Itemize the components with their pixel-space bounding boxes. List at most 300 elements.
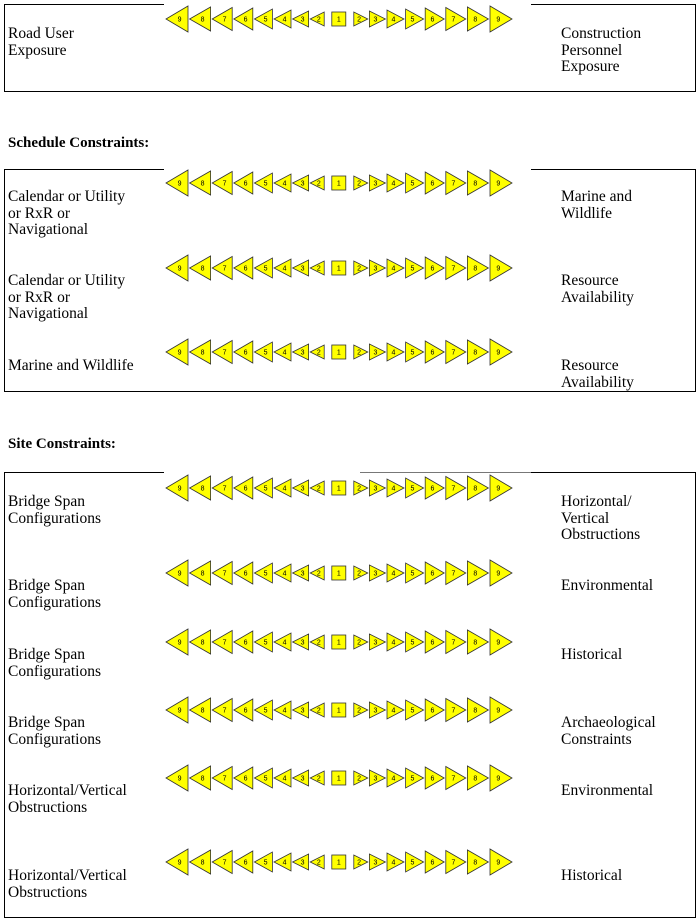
scale-option-left-8[interactable]	[190, 256, 211, 280]
right-arrow-icon	[406, 852, 424, 872]
scale-option-right-9[interactable]	[490, 765, 512, 791]
scale-option-right-6[interactable]	[425, 8, 444, 30]
scale-option-right-6[interactable]	[425, 699, 444, 721]
right-arrow-icon	[387, 343, 404, 361]
scale-option-left-8[interactable]	[190, 630, 211, 654]
scale-option-left-2[interactable]	[310, 703, 324, 717]
scale-option-label: 6	[243, 349, 248, 357]
scale-option-left-9[interactable]	[166, 560, 188, 586]
scale-option-center-1[interactable]	[332, 176, 346, 190]
scale-option-label: 7	[222, 859, 227, 867]
scale-option-right-7[interactable]	[446, 562, 466, 585]
row-right-label: Archaeological Constraints	[561, 714, 656, 748]
row-right-label: Horizontal/ Vertical Obstructions	[561, 493, 641, 543]
scale-option-right-8[interactable]	[467, 256, 488, 280]
scale-option-right-7[interactable]	[446, 699, 466, 722]
scale-option-left-9[interactable]	[166, 6, 188, 32]
scale-option-right-3[interactable]	[369, 702, 385, 718]
scale-option-left-7[interactable]	[212, 631, 232, 654]
scale-option-label: 9	[496, 485, 501, 493]
right-arrow-icon	[387, 174, 404, 192]
scale-option-label: 2	[316, 639, 321, 647]
scale-option-label: 5	[410, 775, 415, 783]
box-top-edge-right	[531, 169, 696, 170]
scale-option-left-6[interactable]	[234, 477, 253, 499]
scale-option-left-7[interactable]	[212, 699, 232, 722]
right-arrow-icon	[467, 171, 488, 195]
scale-option-left-9[interactable]	[166, 765, 188, 791]
scale-option-left-4[interactable]	[274, 174, 291, 192]
scale-option-right-3[interactable]	[369, 634, 385, 650]
scale-option-label: 4	[282, 639, 287, 647]
scale-option-left-3[interactable]	[293, 770, 309, 786]
scale-option-left-9[interactable]	[166, 255, 188, 281]
scale-option-left-5[interactable]	[254, 9, 272, 29]
scale-option-right-3[interactable]	[369, 480, 385, 496]
scale-option-label: 9	[177, 265, 182, 273]
scale-option-right-9[interactable]	[490, 560, 512, 586]
scale-option-left-5[interactable]	[254, 768, 272, 788]
scale-option-left-7[interactable]	[212, 477, 232, 500]
scale-option-right-4[interactable]	[387, 10, 404, 28]
scale-option-right-4[interactable]	[387, 633, 404, 651]
pairwise-comparison-scale[interactable]	[165, 338, 531, 366]
pairwise-comparison-scale[interactable]	[165, 628, 531, 656]
scale-option-left-7[interactable]	[212, 172, 232, 195]
scale-option-right-7[interactable]	[446, 257, 466, 280]
scale-option-center-1[interactable]	[332, 566, 346, 580]
scale-option-label: 2	[316, 180, 321, 188]
pairwise-comparison-scale[interactable]	[165, 696, 531, 724]
scale-option-right-9[interactable]	[490, 170, 512, 196]
scale-option-left-2[interactable]	[310, 345, 324, 359]
scale-option-label: 2	[316, 570, 321, 578]
scale-option-label: 8	[473, 859, 478, 867]
scale-option-label: 4	[282, 265, 287, 273]
scale-option-right-3[interactable]	[369, 854, 385, 870]
scale-option-left-4[interactable]	[274, 343, 291, 361]
pairwise-comparison-scale[interactable]	[165, 848, 531, 876]
scale-option-left-6[interactable]	[234, 631, 253, 653]
scale-option-left-2[interactable]	[310, 261, 324, 275]
scale-option-right-9[interactable]	[490, 629, 512, 655]
scale-option-left-4[interactable]	[274, 564, 291, 582]
right-arrow-icon	[387, 853, 404, 871]
scale-option-label: 2	[357, 349, 362, 357]
scale-option-right-8[interactable]	[467, 340, 488, 364]
scale-option-left-7[interactable]	[212, 851, 232, 874]
scale-option-label: 2	[357, 639, 362, 647]
scale-svg	[165, 848, 531, 876]
scale-option-right-6[interactable]	[425, 767, 444, 789]
scale-option-left-2[interactable]	[310, 481, 324, 495]
scale-option-right-9[interactable]	[490, 475, 512, 501]
scale-option-left-2[interactable]	[310, 855, 324, 869]
scale-option-label: 4	[391, 707, 396, 715]
scale-option-left-4[interactable]	[274, 10, 291, 28]
scale-option-left-4[interactable]	[274, 701, 291, 719]
scale-option-right-9[interactable]	[490, 339, 512, 365]
scale-option-label: 5	[410, 265, 415, 273]
scale-option-label: 6	[243, 707, 248, 715]
scale-option-right-8[interactable]	[467, 698, 488, 722]
scale-option-center-1[interactable]	[332, 261, 346, 275]
scale-option-right-3[interactable]	[369, 565, 385, 581]
scale-option-left-8[interactable]	[190, 850, 211, 874]
right-arrow-icon	[490, 849, 512, 875]
scale-option-right-5[interactable]	[406, 700, 424, 720]
scale-option-label: 4	[391, 16, 396, 24]
scale-option-label: 6	[430, 859, 435, 867]
right-arrow-icon	[467, 850, 488, 874]
scale-option-center-1[interactable]	[332, 481, 346, 495]
scale-option-left-5[interactable]	[254, 478, 272, 498]
scale-option-left-8[interactable]	[190, 340, 211, 364]
scale-option-right-5[interactable]	[406, 632, 424, 652]
scale-option-right-5[interactable]	[406, 563, 424, 583]
scale-option-right-2[interactable]	[354, 635, 368, 649]
right-arrow-icon	[446, 172, 466, 195]
scale-option-center-1[interactable]	[332, 771, 346, 785]
scale-option-right-5[interactable]	[406, 768, 424, 788]
scale-option-label: 5	[410, 639, 415, 647]
right-arrow-icon	[406, 700, 424, 720]
scale-option-label: 3	[300, 859, 305, 867]
scale-option-right-7[interactable]	[446, 8, 466, 31]
scale-option-left-3[interactable]	[293, 344, 309, 360]
scale-option-left-3[interactable]	[293, 634, 309, 650]
scale-option-label: 9	[496, 265, 501, 273]
scale-option-label: 7	[222, 775, 227, 783]
pairwise-comparison-scale[interactable]	[165, 254, 531, 282]
scale-option-right-3[interactable]	[369, 260, 385, 276]
box-top-edge-left	[4, 169, 164, 170]
scale-option-right-5[interactable]	[406, 173, 424, 193]
right-arrow-icon	[467, 7, 488, 31]
row-right-label: Environmental	[561, 577, 654, 594]
right-arrow-icon	[490, 560, 512, 586]
scale-option-right-2[interactable]	[354, 261, 368, 275]
right-arrow-icon	[406, 768, 424, 788]
scale-option-label: 7	[222, 639, 227, 647]
scale-option-label: 5	[263, 775, 268, 783]
scale-option-label: 2	[357, 180, 362, 188]
scale-option-left-7[interactable]	[212, 562, 232, 585]
scale-option-label: 1	[336, 707, 341, 715]
right-arrow-icon	[425, 851, 444, 873]
scale-option-label: 9	[177, 775, 182, 783]
scale-option-right-6[interactable]	[425, 477, 444, 499]
scale-option-left-9[interactable]	[166, 697, 188, 723]
scale-option-right-8[interactable]	[467, 561, 488, 585]
scale-option-right-7[interactable]	[446, 631, 466, 654]
scale-option-left-9[interactable]	[166, 339, 188, 365]
scale-option-label: 9	[496, 859, 501, 867]
scale-option-left-7[interactable]	[212, 257, 232, 280]
scale-option-label: 3	[373, 570, 378, 578]
scale-option-left-3[interactable]	[293, 480, 309, 496]
scale-option-label: 7	[451, 485, 456, 493]
scale-option-label: 8	[473, 639, 478, 647]
scale-option-label: 2	[357, 707, 362, 715]
scale-option-label: 8	[200, 639, 205, 647]
scale-option-right-4[interactable]	[387, 853, 404, 871]
box-top-edge-left	[4, 472, 164, 473]
scale-option-label: 3	[300, 349, 305, 357]
scale-option-label: 5	[263, 639, 268, 647]
scale-option-label: 4	[391, 485, 396, 493]
scale-option-left-3[interactable]	[293, 565, 309, 581]
scale-option-label: 4	[391, 775, 396, 783]
scale-option-right-8[interactable]	[467, 7, 488, 31]
scale-option-right-9[interactable]	[490, 849, 512, 875]
scale-option-label: 5	[263, 265, 268, 273]
scale-option-right-2[interactable]	[354, 176, 368, 190]
scale-option-label: 8	[473, 265, 478, 273]
right-arrow-icon	[446, 851, 466, 874]
scale-option-right-7[interactable]	[446, 477, 466, 500]
scale-option-right-2[interactable]	[354, 566, 368, 580]
scale-option-left-4[interactable]	[274, 633, 291, 651]
pairwise-comparison-scale[interactable]	[165, 559, 531, 587]
pairwise-comparison-scale[interactable]	[165, 169, 531, 197]
scale-option-left-7[interactable]	[212, 767, 232, 790]
scale-option-left-3[interactable]	[293, 175, 309, 191]
scale-option-right-8[interactable]	[467, 630, 488, 654]
scale-option-left-3[interactable]	[293, 702, 309, 718]
scale-svg	[165, 628, 531, 656]
scale-option-left-3[interactable]	[293, 854, 309, 870]
scale-option-label: 3	[300, 485, 305, 493]
scale-option-left-9[interactable]	[166, 475, 188, 501]
scale-option-center-1[interactable]	[332, 703, 346, 717]
row-left-label: Bridge Span Configurations	[8, 493, 101, 527]
scale-option-center-1[interactable]	[332, 855, 346, 869]
scale-option-left-4[interactable]	[274, 259, 291, 277]
scale-option-right-2[interactable]	[354, 481, 368, 495]
scale-option-left-6[interactable]	[234, 851, 253, 873]
scale-option-label: 8	[473, 16, 478, 24]
scale-option-left-4[interactable]	[274, 853, 291, 871]
row-left-label: Horizontal/Vertical Obstructions	[8, 867, 127, 901]
scale-option-left-9[interactable]	[166, 629, 188, 655]
scale-option-right-5[interactable]	[406, 342, 424, 362]
scale-option-right-2[interactable]	[354, 703, 368, 717]
scale-option-label: 7	[222, 485, 227, 493]
scale-option-right-6[interactable]	[425, 257, 444, 279]
scale-option-label: 4	[391, 639, 396, 647]
scale-option-left-6[interactable]	[234, 562, 253, 584]
scale-option-right-3[interactable]	[369, 344, 385, 360]
scale-option-left-6[interactable]	[234, 257, 253, 279]
scale-option-left-6[interactable]	[234, 8, 253, 30]
scale-option-left-5[interactable]	[254, 173, 272, 193]
scale-option-right-2[interactable]	[354, 12, 368, 26]
right-arrow-icon	[490, 475, 512, 501]
right-arrow-icon	[387, 259, 404, 277]
scale-option-right-2[interactable]	[354, 855, 368, 869]
scale-option-left-6[interactable]	[234, 767, 253, 789]
scale-option-label: 6	[243, 859, 248, 867]
scale-option-left-9[interactable]	[166, 170, 188, 196]
scale-option-left-9[interactable]	[166, 849, 188, 875]
scale-option-label: 6	[430, 180, 435, 188]
scale-option-right-6[interactable]	[425, 851, 444, 873]
right-arrow-icon	[425, 477, 444, 499]
scale-option-label: 5	[410, 16, 415, 24]
scale-option-right-8[interactable]	[467, 171, 488, 195]
scale-option-left-8[interactable]	[190, 171, 211, 195]
scale-option-right-9[interactable]	[490, 255, 512, 281]
scale-option-center-1[interactable]	[332, 345, 346, 359]
scale-option-label: 8	[473, 180, 478, 188]
scale-option-left-7[interactable]	[212, 341, 232, 364]
pairwise-comparison-scale[interactable]	[165, 764, 531, 792]
scale-option-right-3[interactable]	[369, 11, 385, 27]
scale-option-label: 1	[336, 16, 341, 24]
scale-option-left-5[interactable]	[254, 258, 272, 278]
scale-svg	[165, 764, 531, 792]
scale-option-right-6[interactable]	[425, 562, 444, 584]
pairwise-comparison-scale[interactable]	[165, 474, 531, 502]
scale-option-label: 2	[357, 570, 362, 578]
scale-option-right-4[interactable]	[387, 259, 404, 277]
scale-option-right-5[interactable]	[406, 852, 424, 872]
right-arrow-icon	[425, 699, 444, 721]
scale-option-right-4[interactable]	[387, 701, 404, 719]
scale-option-right-7[interactable]	[446, 341, 466, 364]
scale-option-label: 2	[316, 859, 321, 867]
scale-option-label: 3	[373, 707, 378, 715]
scale-option-left-2[interactable]	[310, 635, 324, 649]
scale-option-label: 4	[282, 859, 287, 867]
scale-option-left-8[interactable]	[190, 561, 211, 585]
row-right-label: Marine and Wildlife	[561, 188, 633, 222]
scale-option-right-4[interactable]	[387, 343, 404, 361]
scale-option-label: 3	[373, 485, 378, 493]
scale-option-left-5[interactable]	[254, 563, 272, 583]
scale-option-left-4[interactable]	[274, 479, 291, 497]
scale-option-right-2[interactable]	[354, 771, 368, 785]
box-top-edge-right	[531, 472, 696, 473]
scale-option-right-9[interactable]	[490, 697, 512, 723]
scale-option-left-7[interactable]	[212, 8, 232, 31]
scale-option-label: 5	[263, 180, 268, 188]
scale-option-left-6[interactable]	[234, 699, 253, 721]
scale-option-right-7[interactable]	[446, 851, 466, 874]
scale-option-left-8[interactable]	[190, 766, 211, 790]
scale-option-left-4[interactable]	[274, 769, 291, 787]
scale-option-right-3[interactable]	[369, 770, 385, 786]
scale-option-right-9[interactable]	[490, 6, 512, 32]
scale-option-left-2[interactable]	[310, 566, 324, 580]
scale-option-label: 5	[410, 349, 415, 357]
scale-option-label: 4	[391, 180, 396, 188]
scale-option-label: 4	[282, 349, 287, 357]
right-arrow-icon	[387, 633, 404, 651]
scale-option-label: 3	[373, 265, 378, 273]
scale-option-right-6[interactable]	[425, 341, 444, 363]
scale-option-left-2[interactable]	[310, 176, 324, 190]
scale-option-left-6[interactable]	[234, 341, 253, 363]
scale-option-right-5[interactable]	[406, 258, 424, 278]
scale-option-right-3[interactable]	[369, 175, 385, 191]
scale-option-right-4[interactable]	[387, 564, 404, 582]
row-left-label: Horizontal/Vertical Obstructions	[8, 782, 127, 816]
row-right-label: Historical	[561, 867, 623, 884]
scale-option-right-4[interactable]	[387, 769, 404, 787]
scale-option-label: 3	[373, 639, 378, 647]
scale-option-label: 8	[473, 707, 478, 715]
scale-option-left-2[interactable]	[310, 771, 324, 785]
scale-option-label: 4	[391, 570, 396, 578]
scale-option-label: 1	[336, 570, 341, 578]
scale-option-right-7[interactable]	[446, 767, 466, 790]
scale-option-left-5[interactable]	[254, 632, 272, 652]
scale-option-left-5[interactable]	[254, 342, 272, 362]
scale-option-right-8[interactable]	[467, 766, 488, 790]
pairwise-comparison-scale[interactable]	[165, 5, 531, 33]
scale-option-label: 3	[373, 180, 378, 188]
right-arrow-icon	[425, 341, 444, 363]
scale-option-label: 8	[473, 570, 478, 578]
right-arrow-icon	[406, 632, 424, 652]
scale-option-label: 5	[410, 485, 415, 493]
scale-option-left-5[interactable]	[254, 700, 272, 720]
scale-option-center-1[interactable]	[332, 12, 346, 26]
scale-option-left-5[interactable]	[254, 852, 272, 872]
scale-option-left-8[interactable]	[190, 698, 211, 722]
scale-option-center-1[interactable]	[332, 635, 346, 649]
right-arrow-icon	[425, 767, 444, 789]
scale-option-label: 3	[300, 775, 305, 783]
scale-option-right-8[interactable]	[467, 476, 488, 500]
scale-svg	[165, 474, 531, 502]
row-left-label: Marine and Wildlife	[8, 357, 134, 374]
scale-option-label: 4	[391, 859, 396, 867]
scale-option-label: 3	[300, 707, 305, 715]
scale-option-right-5[interactable]	[406, 9, 424, 29]
scale-option-label: 2	[316, 349, 321, 357]
scale-option-right-6[interactable]	[425, 631, 444, 653]
scale-option-right-7[interactable]	[446, 172, 466, 195]
scale-option-left-8[interactable]	[190, 7, 211, 31]
scale-option-left-8[interactable]	[190, 476, 211, 500]
scale-option-label: 1	[336, 859, 341, 867]
scale-option-label: 2	[316, 707, 321, 715]
scale-option-label: 9	[496, 16, 501, 24]
scale-option-left-2[interactable]	[310, 12, 324, 26]
scale-option-left-3[interactable]	[293, 11, 309, 27]
scale-option-right-4[interactable]	[387, 479, 404, 497]
scale-option-right-6[interactable]	[425, 172, 444, 194]
scale-option-label: 1	[336, 485, 341, 493]
scale-option-right-4[interactable]	[387, 174, 404, 192]
scale-option-label: 2	[357, 265, 362, 273]
scale-option-right-5[interactable]	[406, 478, 424, 498]
right-arrow-icon	[490, 629, 512, 655]
scale-option-label: 6	[243, 16, 248, 24]
scale-option-label: 2	[316, 485, 321, 493]
scale-option-left-6[interactable]	[234, 172, 253, 194]
row-left-label: Bridge Span Configurations	[8, 646, 101, 680]
scale-option-left-3[interactable]	[293, 260, 309, 276]
scale-option-label: 5	[263, 16, 268, 24]
scale-option-label: 6	[430, 570, 435, 578]
scale-option-right-8[interactable]	[467, 850, 488, 874]
scale-option-right-2[interactable]	[354, 345, 368, 359]
right-arrow-icon	[467, 766, 488, 790]
